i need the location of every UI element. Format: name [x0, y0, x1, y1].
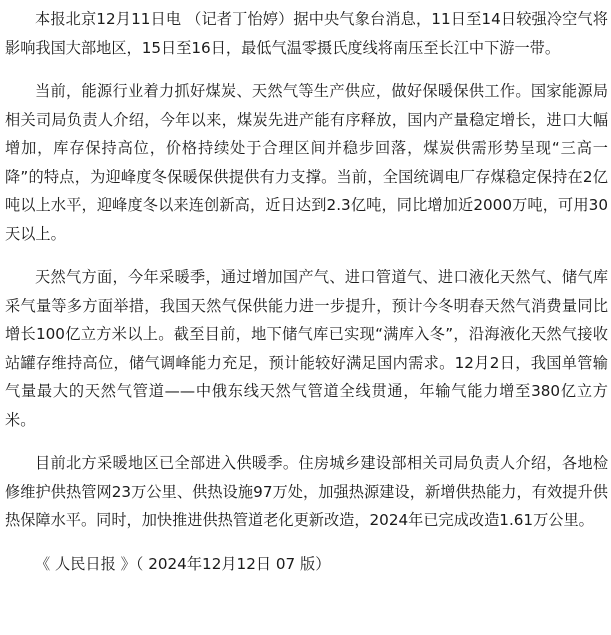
paragraph-coal-supply: 当前，能源行业着力抓好煤炭、天然气等生产供应，做好保暖保供工作。国家能源局相关司局负责人介绍，今年以来，煤炭先进产能有序释放，国内产量稳定增长，进口大幅增加，库存保持高位，价格持续处于合理区间并稳步回落，煤炭供需形势呈现“三高一降”的特点，为迎峰度冬保暖保供提供有力支撑。当前，全国统调电厂存煤稳定保持在2亿吨以上水平，迎峰度冬以来连创新高，近日达到2.3亿吨，同比增加近2000万吨，可用30天以上。	[5, 82, 608, 243]
paragraph-weather-forecast: 本报北京12月11日电 （记者丁怡婷）据中央气象台消息，11日至14日较强冷空气将影响我国大部地区，15日至16日，最低气温零摄氏度线将南压至长江中下游一带。	[5, 10, 608, 57]
article-source: 《 人民日报 》（ 2024年12月12日 07 版）	[35, 554, 331, 573]
paragraph-heating-season: 目前北方采暖地区已全部进入供暖季。住房城乡建设部相关司局负责人介绍，各地检修维护供热管网23万公里、供热设施97万处，加强热源建设，新增供热能力，有效提升供热保障水平。同时，加快推进供热管道老化更新改造，2024年已完成改造1.61万公里。	[5, 454, 608, 529]
paragraph-natural-gas: 天然气方面，今年采暖季，通过增加国产气、进口管道气、进口液化天然气、储气库采气量等多方面举措，我国天然气保供能力进一步提升，预计今冬明春天然气消费量同比增长100亿立方米以上。截至目前，地下储气库已实现“满库入冬”，沿海液化天然气接收站罐存维持高位，储气调峰能力充足，预计能较好满足国内需求。12月2日，我国单管输气量最大的天然气管道——中俄东线天然气管道全线贯通，年输气能力增至380亿立方米。	[5, 268, 608, 429]
